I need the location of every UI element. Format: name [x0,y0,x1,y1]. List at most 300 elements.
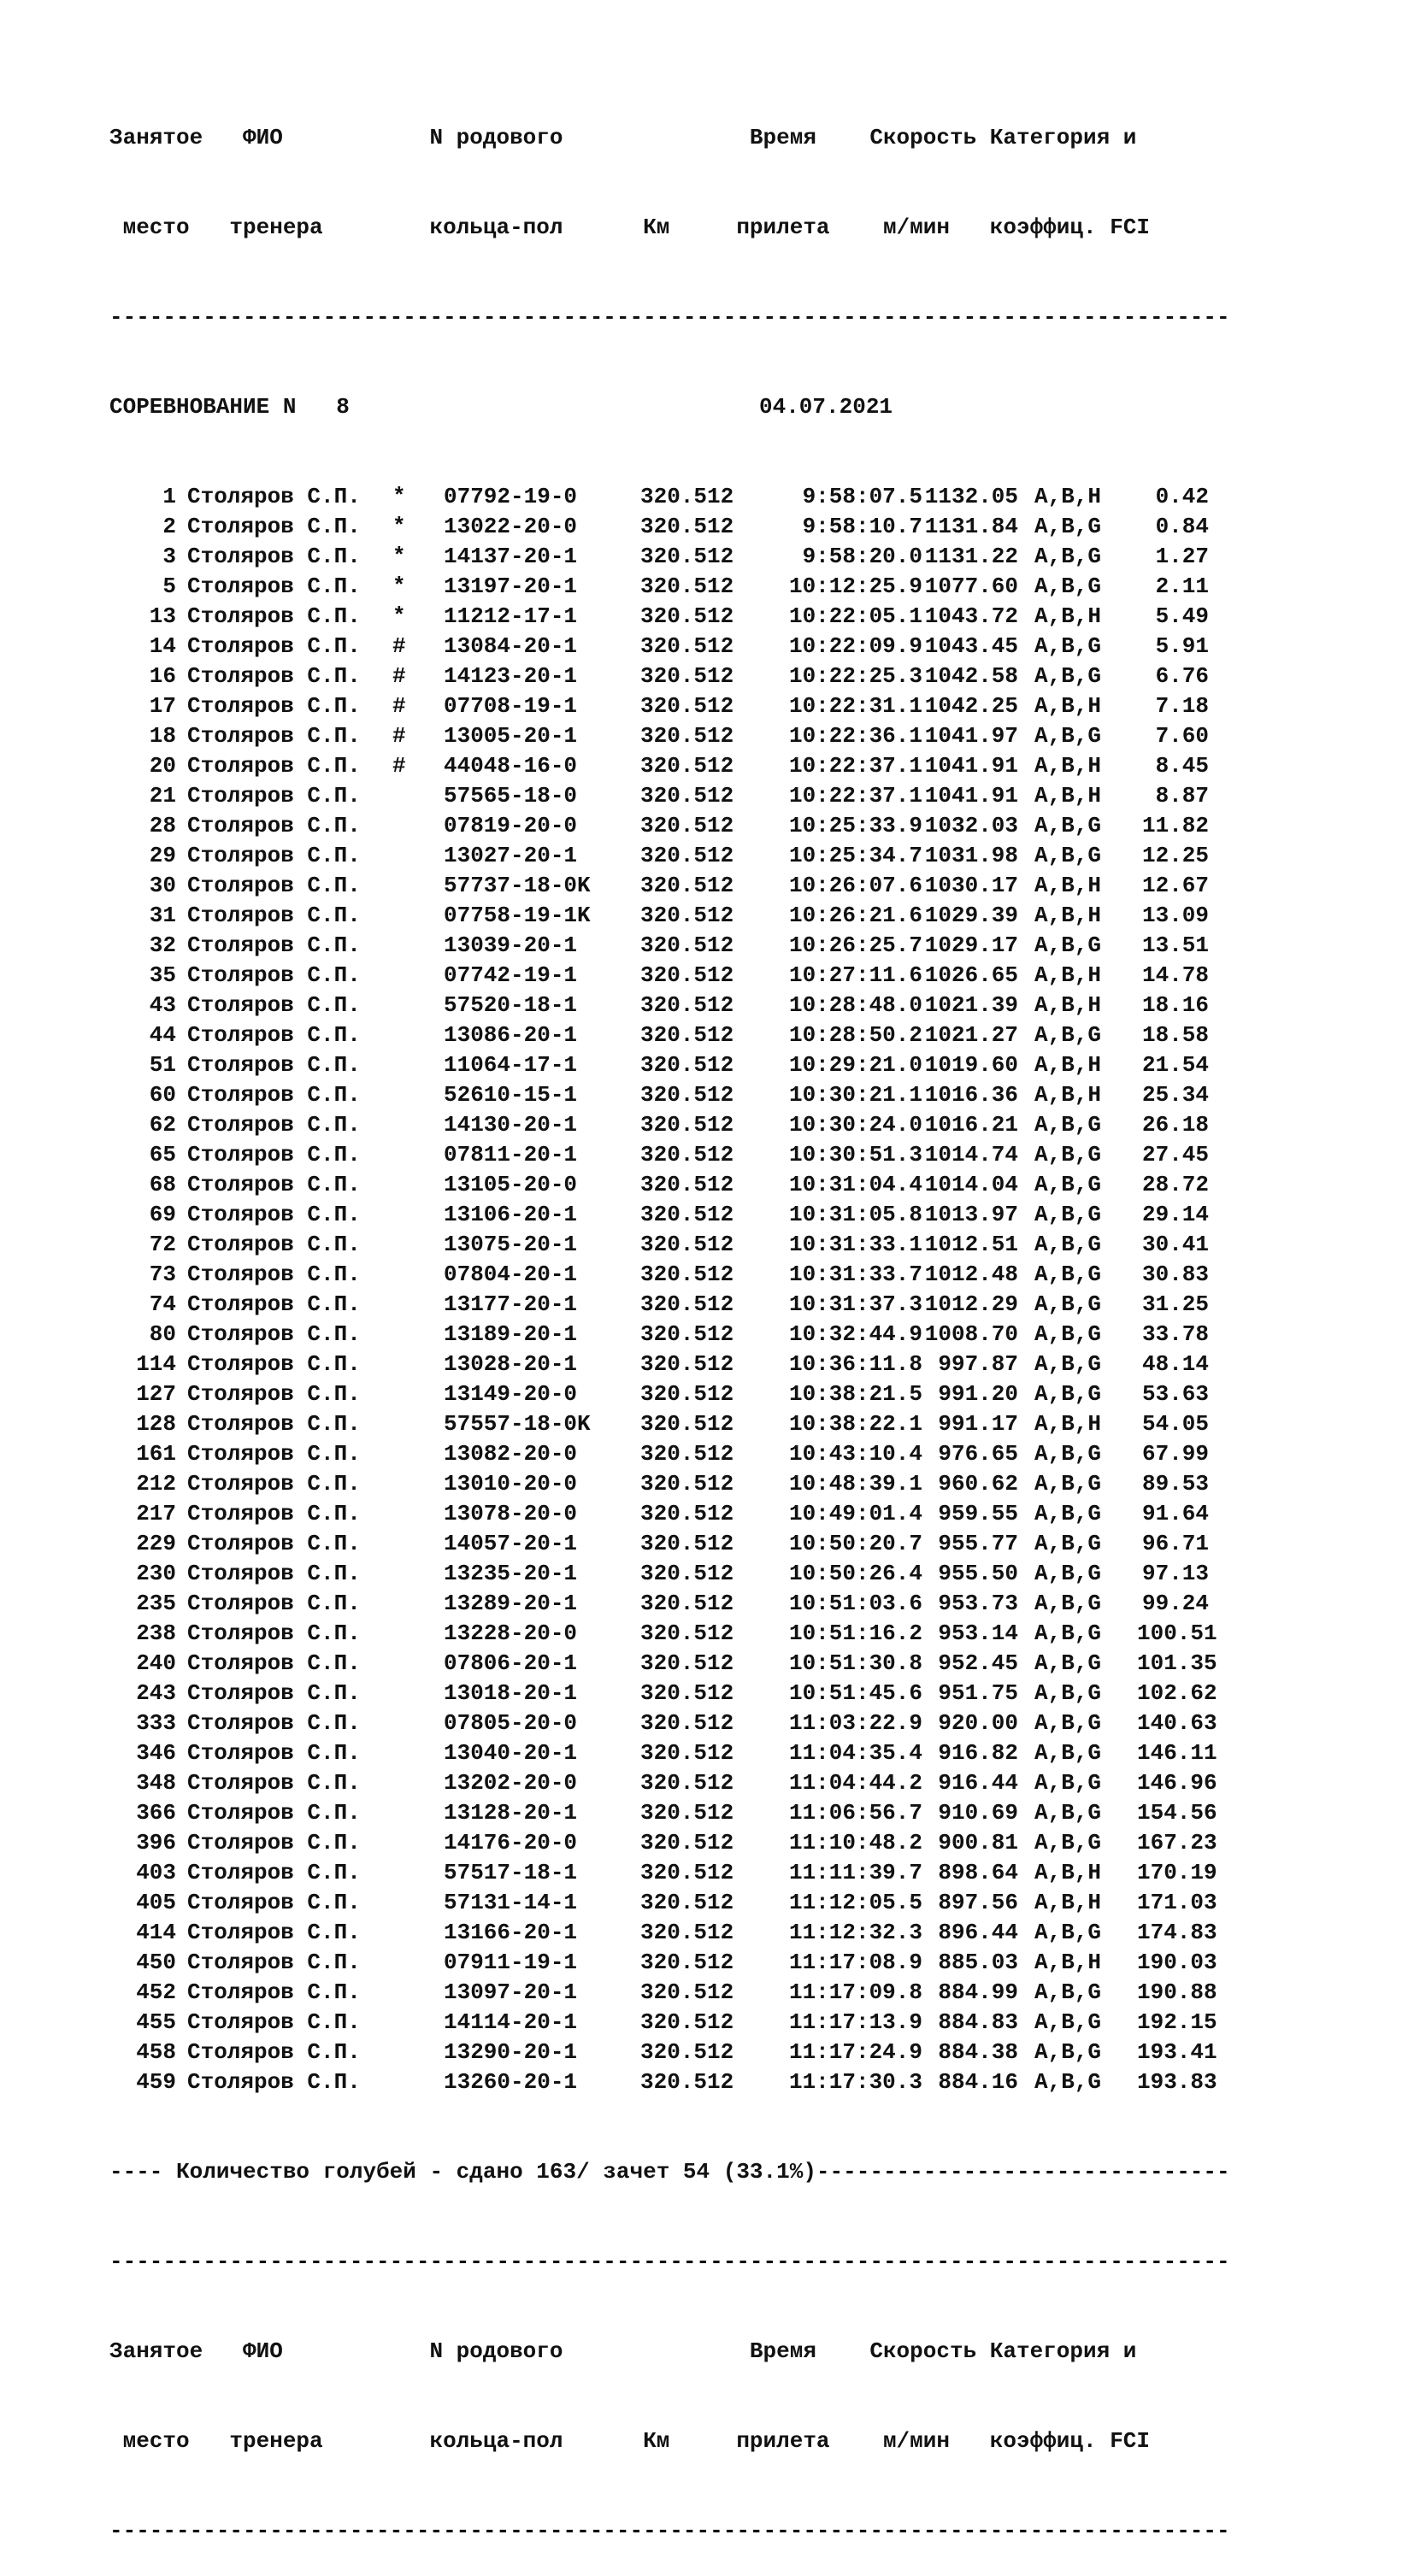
coefficient-cell: 174.83 [1137,1920,1217,1945]
place-cell: 44 [149,1022,176,1048]
speed-cell: 884.99 [938,1979,1018,2005]
place-cell: 72 [149,1232,176,1257]
distance-cell: 320.512 [640,1202,734,1227]
arrival-time-cell: 10:31:33.1 [788,1232,922,1257]
place-cell: 29 [149,843,176,868]
category-cell: A,B,G [1034,843,1102,868]
table-row [109,512,1230,542]
speed-cell: 991.20 [938,1381,1018,1407]
distance-cell: 320.512 [640,693,734,719]
ring-cell: 14137-20-1 [444,544,578,569]
category-cell: A,B,G [1034,1710,1102,1736]
trainer-cell: Столяров С.П. [187,1890,361,1915]
speed-cell: 1012.29 [924,1291,1018,1317]
arrival-time-cell: 10:48:39.1 [788,1471,922,1497]
trainer-cell: Столяров С.П. [187,1082,361,1108]
speed-cell: 951.75 [938,1680,1018,1706]
table-row [109,1619,1230,1649]
category-cell: A,B,G [1034,1561,1102,1586]
header-line-1: Занятое ФИО N родового Время Скорость Категория и [109,125,1137,150]
category-cell: A,B,H [1034,693,1102,719]
category-cell: A,B,G [1034,2039,1102,2065]
coefficient-cell: 99.24 [1141,1591,1209,1616]
arrival-time-cell: 10:36:11.8 [788,1351,922,1377]
speed-cell: 896.44 [938,1920,1018,1945]
trainer-cell: Столяров С.П. [187,1920,361,1945]
coefficient-cell: 67.99 [1141,1441,1209,1467]
category-cell: A,B,G [1034,723,1102,749]
ring-cell: 13202-20-0 [444,1770,578,1796]
ring-cell: 13128-20-1 [444,1800,578,1826]
speed-cell: 916.44 [938,1770,1018,1796]
distance-cell: 320.512 [640,573,734,599]
ring-cell: 13086-20-1 [444,1022,578,1048]
place-cell: 161 [136,1441,176,1467]
speed-cell: 953.14 [938,1620,1018,1646]
arrival-time-cell: 10:43:10.4 [788,1441,922,1467]
distance-cell: 320.512 [640,753,734,779]
ring-cell: 13177-20-1 [444,1291,578,1317]
trainer-cell: Столяров С.П. [187,962,361,988]
category-cell: A,B,G [1034,1202,1102,1227]
distance-cell: 320.512 [640,1979,734,2005]
category-cell: A,B,H [1034,903,1102,928]
arrival-time-cell: 11:04:35.4 [788,1740,922,1766]
coefficient-cell: 100.51 [1137,1620,1217,1646]
distance-cell: 320.512 [640,873,734,898]
speed-cell: 997.87 [938,1351,1018,1377]
distance-cell: 320.512 [640,1232,734,1257]
table-row [109,991,1230,1020]
place-cell: 17 [149,693,176,719]
category-cell: A,B,G [1034,2009,1102,2035]
place-cell: 240 [136,1650,176,1676]
speed-cell: 1012.51 [924,1232,1018,1257]
place-cell: 51 [149,1052,176,1078]
place-cell: 35 [149,962,176,988]
speed-cell: 900.81 [938,1830,1018,1856]
place-cell: 450 [136,1950,176,1975]
trainer-cell: Столяров С.П. [187,1172,361,1197]
ring-cell: 57517-18-1 [444,1860,578,1885]
arrival-time-cell: 10:50:26.4 [788,1561,922,1586]
table-row [109,542,1230,572]
ring-cell: 14123-20-1 [444,663,578,689]
speed-cell: 1026.65 [924,962,1018,988]
ring-cell: 57557-18-0K [444,1411,591,1437]
coefficient-cell: 146.11 [1137,1740,1217,1766]
place-cell: 459 [136,2069,176,2095]
place-cell: 62 [149,1112,176,1138]
table-row [109,1709,1230,1738]
ring-cell: 07819-20-0 [444,813,578,838]
distance-cell: 320.512 [640,1411,734,1437]
arrival-time-cell: 10:51:16.2 [788,1620,922,1646]
coefficient-cell: 7.18 [1155,693,1209,719]
category-cell: A,B,G [1034,2069,1102,2095]
category-cell: A,B,G [1034,1232,1102,1257]
trainer-cell: Столяров С.П. [187,1860,361,1885]
coefficient-cell: 1.27 [1155,544,1209,569]
arrival-time-cell: 11:17:09.8 [788,1979,922,2005]
category-cell: A,B,G [1034,1112,1102,1138]
ring-cell: 13075-20-1 [444,1232,578,1257]
table-row [109,572,1230,602]
table-row [109,1768,1230,1798]
distance-cell: 320.512 [640,2009,734,2035]
table-row [109,1080,1230,1110]
arrival-time-cell: 10:51:03.6 [788,1591,922,1616]
ring-cell: 13289-20-1 [444,1591,578,1616]
arrival-time-cell: 10:31:37.3 [788,1291,922,1317]
coefficient-cell: 13.51 [1141,932,1209,958]
distance-cell: 320.512 [640,633,734,659]
arrival-time-cell: 9:58:20.0 [802,544,922,569]
table-row [109,1110,1230,1140]
mark-cell: # [392,723,406,749]
coefficient-cell: 8.87 [1155,783,1209,809]
arrival-time-cell: 10:25:34.7 [788,843,922,868]
category-cell: A,B,G [1034,633,1102,659]
trainer-cell: Столяров С.П. [187,1142,361,1167]
mark-cell: # [392,753,406,779]
place-cell: 43 [149,992,176,1018]
category-cell: A,B,G [1034,573,1102,599]
place-cell: 238 [136,1620,176,1646]
category-cell: A,B,G [1034,1740,1102,1766]
arrival-time-cell: 10:38:22.1 [788,1411,922,1437]
speed-cell: 1014.74 [924,1142,1018,1167]
coefficient-cell: 25.34 [1141,1082,1209,1108]
table-row [109,1679,1230,1709]
coefficient-cell: 171.03 [1137,1890,1217,1915]
mark-cell: * [392,573,406,599]
trainer-cell: Столяров С.П. [187,1680,361,1706]
coefficient-cell: 5.49 [1155,603,1209,629]
coefficient-cell: 193.83 [1137,2069,1217,2095]
speed-cell: 1043.72 [924,603,1018,629]
trainer-cell: Столяров С.П. [187,1381,361,1407]
table-row [109,1230,1230,1260]
trainer-cell: Столяров С.П. [187,1591,361,1616]
place-cell: 14 [149,633,176,659]
coefficient-cell: 18.16 [1141,992,1209,1018]
place-cell: 69 [149,1202,176,1227]
trainer-cell: Столяров С.П. [187,783,361,809]
speed-cell: 1008.70 [924,1321,1018,1347]
ring-cell: 13027-20-1 [444,843,578,868]
ring-cell: 13228-20-0 [444,1620,578,1646]
trainer-cell: Столяров С.П. [187,514,361,539]
ring-cell: 13078-20-0 [444,1501,578,1526]
place-cell: 346 [136,1740,176,1766]
place-cell: 403 [136,1860,176,1885]
distance-cell: 320.512 [640,2069,734,2095]
distance-cell: 320.512 [640,2039,734,2065]
speed-cell: 1012.48 [924,1262,1018,1287]
category-cell: A,B,H [1034,1082,1102,1108]
ring-cell: 13097-20-1 [444,1979,578,2005]
category-cell: A,B,G [1034,1441,1102,1467]
ring-cell: 57565-18-0 [444,783,578,809]
category-cell: A,B,G [1034,1321,1102,1347]
place-cell: 2 [162,514,176,539]
coefficient-cell: 190.03 [1137,1950,1217,1975]
table-row [109,781,1230,811]
category-cell: A,B,G [1034,1650,1102,1676]
speed-cell: 955.77 [938,1531,1018,1556]
distance-cell: 320.512 [640,1022,734,1048]
category-cell: A,B,G [1034,1800,1102,1826]
place-cell: 28 [149,813,176,838]
speed-cell: 1031.98 [924,843,1018,868]
coefficient-cell: 154.56 [1137,1800,1217,1826]
speed-cell: 884.83 [938,2009,1018,2035]
table-row [109,751,1230,781]
category-cell: A,B,G [1034,1471,1102,1497]
speed-cell: 1014.04 [924,1172,1018,1197]
distance-cell: 320.512 [640,1381,734,1407]
arrival-time-cell: 10:32:44.9 [788,1321,922,1347]
coefficient-cell: 102.62 [1137,1680,1217,1706]
speed-cell: 885.03 [938,1950,1018,1975]
table-row [109,1828,1230,1858]
speed-cell: 955.50 [938,1561,1018,1586]
arrival-time-cell: 10:31:33.7 [788,1262,922,1287]
coefficient-cell: 146.96 [1137,1770,1217,1796]
arrival-time-cell: 11:17:13.9 [788,2009,922,2035]
coefficient-cell: 31.25 [1141,1291,1209,1317]
coefficient-cell: 28.72 [1141,1172,1209,1197]
place-cell: 1 [162,484,176,509]
trainer-cell: Столяров С.П. [187,1770,361,1796]
place-cell: 366 [136,1800,176,1826]
coefficient-cell: 91.64 [1141,1501,1209,1526]
table-row [109,1170,1230,1200]
speed-cell: 1043.45 [924,633,1018,659]
table-row [109,2038,1230,2067]
coefficient-cell: 14.78 [1141,962,1209,988]
speed-cell: 1016.36 [924,1082,1018,1108]
trainer-cell: Столяров С.П. [187,1441,361,1467]
trainer-cell: Столяров С.П. [187,1411,361,1437]
ring-cell: 57520-18-1 [444,992,578,1018]
arrival-time-cell: 11:12:32.3 [788,1920,922,1945]
category-cell: A,B,G [1034,1022,1102,1048]
footer-header-line-2: место тренера кольца-пол Км прилета м/мин коэффиц. FCI [109,2428,1150,2454]
mark-cell: * [392,544,406,569]
arrival-time-cell: 9:58:07.5 [802,484,922,509]
ring-cell: 13166-20-1 [444,1920,578,1945]
arrival-time-cell: 11:17:30.3 [788,2069,922,2095]
table-row [109,1469,1230,1499]
trainer-cell: Столяров С.П. [187,1650,361,1676]
speed-cell: 1016.21 [924,1112,1018,1138]
place-cell: 235 [136,1591,176,1616]
trainer-cell: Столяров С.П. [187,484,361,509]
distance-cell: 320.512 [640,1860,734,1885]
ring-cell: 13010-20-0 [444,1471,578,1497]
coefficient-cell: 192.15 [1137,2009,1217,2035]
coefficient-cell: 53.63 [1141,1381,1209,1407]
arrival-time-cell: 10:26:07.6 [788,873,922,898]
ring-cell: 57737-18-0K [444,873,591,898]
trainer-cell: Столяров С.П. [187,1561,361,1586]
place-cell: 20 [149,753,176,779]
trainer-cell: Столяров С.П. [187,1501,361,1526]
footer-header-line-1: Занятое ФИО N родового Время Скорость Категория и [109,2338,1137,2364]
arrival-time-cell: 10:29:21.0 [788,1052,922,1078]
place-cell: 243 [136,1680,176,1706]
distance-cell: 320.512 [640,932,734,958]
category-cell: A,B,G [1034,932,1102,958]
place-cell: 396 [136,1830,176,1856]
table-row [109,931,1230,961]
ring-cell: 07742-19-1 [444,962,578,988]
mark-cell: # [392,633,406,659]
table-row [109,1918,1230,1948]
place-cell: 80 [149,1321,176,1347]
table-row [109,482,1230,512]
ring-cell: 13082-20-0 [444,1441,578,1467]
table-row [109,1978,1230,2008]
speed-cell: 959.55 [938,1501,1018,1526]
speed-cell: 1021.27 [924,1022,1018,1048]
table-row [109,1499,1230,1529]
distance-cell: 320.512 [640,1052,734,1078]
category-cell: A,B,H [1034,962,1102,988]
distance-cell: 320.512 [640,1441,734,1467]
distance-cell: 320.512 [640,663,734,689]
speed-cell: 1029.39 [924,903,1018,928]
ring-cell: 14130-20-1 [444,1112,578,1138]
competition-line [109,392,1230,422]
arrival-time-cell: 10:38:21.5 [788,1381,922,1407]
distance-cell: 320.512 [640,723,734,749]
category-cell: A,B,G [1034,1920,1102,1945]
distance-cell: 320.512 [640,1620,734,1646]
table-row [109,1409,1230,1439]
trainer-cell: Столяров С.П. [187,2039,361,2065]
coefficient-cell: 170.19 [1137,1860,1217,1885]
trainer-cell: Столяров С.П. [187,932,361,958]
trainer-cell: Столяров С.П. [187,663,361,689]
ring-cell: 07911-19-1 [444,1950,578,1975]
arrival-time-cell: 10:22:25.3 [788,663,922,689]
mark-cell: * [392,603,406,629]
arrival-time-cell: 10:22:31.1 [788,693,922,719]
coefficient-cell: 27.45 [1141,1142,1209,1167]
mark-cell: # [392,663,406,689]
category-cell: A,B,G [1034,1291,1102,1317]
ring-cell: 07804-20-1 [444,1262,578,1287]
arrival-time-cell: 10:22:09.9 [788,633,922,659]
coefficient-cell: 89.53 [1141,1471,1209,1497]
distance-cell: 320.512 [640,1112,734,1138]
distance-cell: 320.512 [640,1142,734,1167]
place-cell: 229 [136,1531,176,1556]
ring-cell: 11064-17-1 [444,1052,578,1078]
coefficient-cell: 33.78 [1141,1321,1209,1347]
coefficient-cell: 97.13 [1141,1561,1209,1586]
coefficient-cell: 54.05 [1141,1411,1209,1437]
distance-cell: 320.512 [640,1800,734,1826]
distance-cell: 320.512 [640,1770,734,1796]
coefficient-cell: 13.09 [1141,903,1209,928]
ring-cell: 13039-20-1 [444,932,578,958]
ring-cell: 13018-20-1 [444,1680,578,1706]
distance-cell: 320.512 [640,1591,734,1616]
table-row [109,1050,1230,1080]
category-cell: A,B,G [1034,1770,1102,1796]
place-cell: 65 [149,1142,176,1167]
ring-cell: 13084-20-1 [444,633,578,659]
distance-cell: 320.512 [640,843,734,868]
trainer-cell: Столяров С.П. [187,1202,361,1227]
table-row [109,841,1230,871]
table-row [109,1350,1230,1379]
coefficient-cell: 29.14 [1141,1202,1209,1227]
arrival-time-cell: 10:22:37.1 [788,783,922,809]
coefficient-cell: 12.67 [1141,873,1209,898]
distance-cell: 320.512 [640,544,734,569]
competition-label: СОРЕВНОВАНИЕ N 8 [109,394,350,420]
arrival-time-cell: 11:04:44.2 [788,1770,922,1796]
distance-cell: 320.512 [640,813,734,838]
trainer-cell: Столяров С.П. [187,1291,361,1317]
ring-cell: 13106-20-1 [444,1202,578,1227]
ring-cell: 52610-15-1 [444,1082,578,1108]
place-cell: 230 [136,1561,176,1586]
summary-separator: ------------------------------------------------------------------------------------ [109,2249,1230,2274]
table-row [109,1290,1230,1320]
category-cell: A,B,G [1034,1262,1102,1287]
place-cell: 455 [136,2009,176,2035]
speed-cell: 1029.17 [924,932,1018,958]
place-cell: 212 [136,1471,176,1497]
place-cell: 3 [162,544,176,569]
trainer-cell: Столяров С.П. [187,1022,361,1048]
speed-cell: 1042.25 [924,693,1018,719]
coefficient-cell: 30.41 [1141,1232,1209,1257]
speed-cell: 884.16 [938,2069,1018,2095]
category-cell: A,B,G [1034,1830,1102,1856]
place-cell: 18 [149,723,176,749]
coefficient-cell: 167.23 [1137,1830,1217,1856]
speed-cell: 1131.84 [924,514,1018,539]
place-cell: 333 [136,1710,176,1736]
table-row [109,1559,1230,1589]
trainer-cell: Столяров С.П. [187,603,361,629]
ring-cell: 13189-20-1 [444,1321,578,1347]
distance-cell: 320.512 [640,783,734,809]
arrival-time-cell: 10:49:01.4 [788,1501,922,1526]
ring-cell: 13005-20-1 [444,723,578,749]
distance-cell: 320.512 [640,1830,734,1856]
table-row [109,1200,1230,1230]
header-line-2: место тренера кольца-пол Км прилета м/мин коэффиц. FCI [109,215,1150,240]
category-cell: A,B,G [1034,1591,1102,1616]
category-cell: A,B,H [1034,753,1102,779]
category-cell: A,B,G [1034,1381,1102,1407]
place-cell: 114 [136,1351,176,1377]
ring-cell: 44048-16-0 [444,753,578,779]
ring-cell: 07805-20-0 [444,1710,578,1736]
coefficient-cell: 101.35 [1137,1650,1217,1676]
coefficient-cell: 0.42 [1155,484,1209,509]
category-cell: A,B,G [1034,544,1102,569]
place-cell: 30 [149,873,176,898]
